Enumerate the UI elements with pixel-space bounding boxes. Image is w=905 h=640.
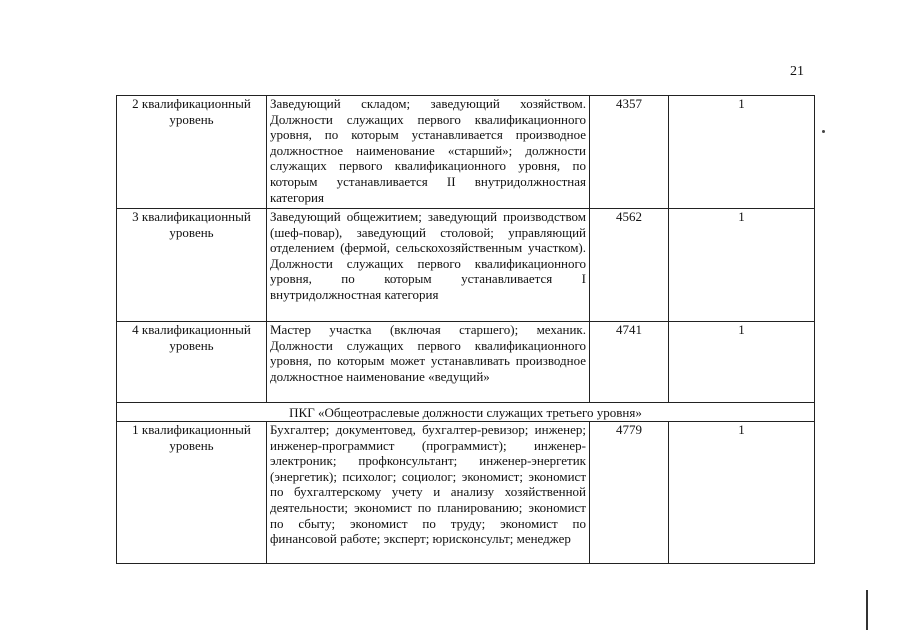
table-row xyxy=(117,322,815,403)
table-row xyxy=(117,422,815,564)
salary-value: 4779 xyxy=(590,422,669,564)
salary-table xyxy=(116,95,815,564)
scan-speck xyxy=(822,130,825,133)
group-header: ПКГ «Общеотраслевые должности служащих третьего уровня» xyxy=(117,403,815,422)
positions-list: Бухгалтер; документовед, бухгалтер-ревизор; инженер; инженер-программист (программист); инженер-электроник; профконсультант; инженер-энергетик (энергетик); психолог; социолог; экономист; экономист по бухгалтерскому учету и анализу хозяйственной деятельности; экономист по планированию; экономист по сбыту; экономист по труду; экономист по финансовой работе; эксперт; юрисконсульт; менеджер xyxy=(267,422,590,564)
positions-list: Мастер участка (включая старшего); механик. Должности служащих первого квалификационного уровня, по которым может устанавливать производное должностное наименование «ведущий» xyxy=(267,322,590,403)
positions-list: Заведующий складом; заведующий хозяйством. Должности служащих первого квалификационного уровня, по которым устанавливается производное должностное наименование «старший»; должности служащих первого квалификационного уровня, по которым устанавливается II внутридолжностная категория xyxy=(267,96,590,209)
coefficient-value: 1 xyxy=(669,322,815,403)
page-number: 21 xyxy=(790,64,804,79)
salary-value: 4357 xyxy=(590,96,669,209)
coefficient-value: 1 xyxy=(669,422,815,564)
scan-margin-line xyxy=(866,590,868,630)
salary-value: 4741 xyxy=(590,322,669,403)
table-row xyxy=(117,209,815,322)
qualification-level: 2 квалификационный уровень xyxy=(117,96,267,209)
qualification-level: 1 квалификационный уровень xyxy=(117,422,267,564)
qualification-level: 3 квалификационный уровень xyxy=(117,209,267,322)
salary-value: 4562 xyxy=(590,209,669,322)
table-row xyxy=(117,96,815,209)
positions-list: Заведующий общежитием; заведующий производством (шеф-повар), заведующий столовой; управляющий отделением (фермой, сельскохозяйственным участком). Должности служащих первого квалификационного уровня, по которым устанавливается I внутридолжностная категория xyxy=(267,209,590,322)
qualification-level: 4 квалификационный уровень xyxy=(117,322,267,403)
coefficient-value: 1 xyxy=(669,96,815,209)
coefficient-value: 1 xyxy=(669,209,815,322)
group-header-row xyxy=(117,403,815,422)
